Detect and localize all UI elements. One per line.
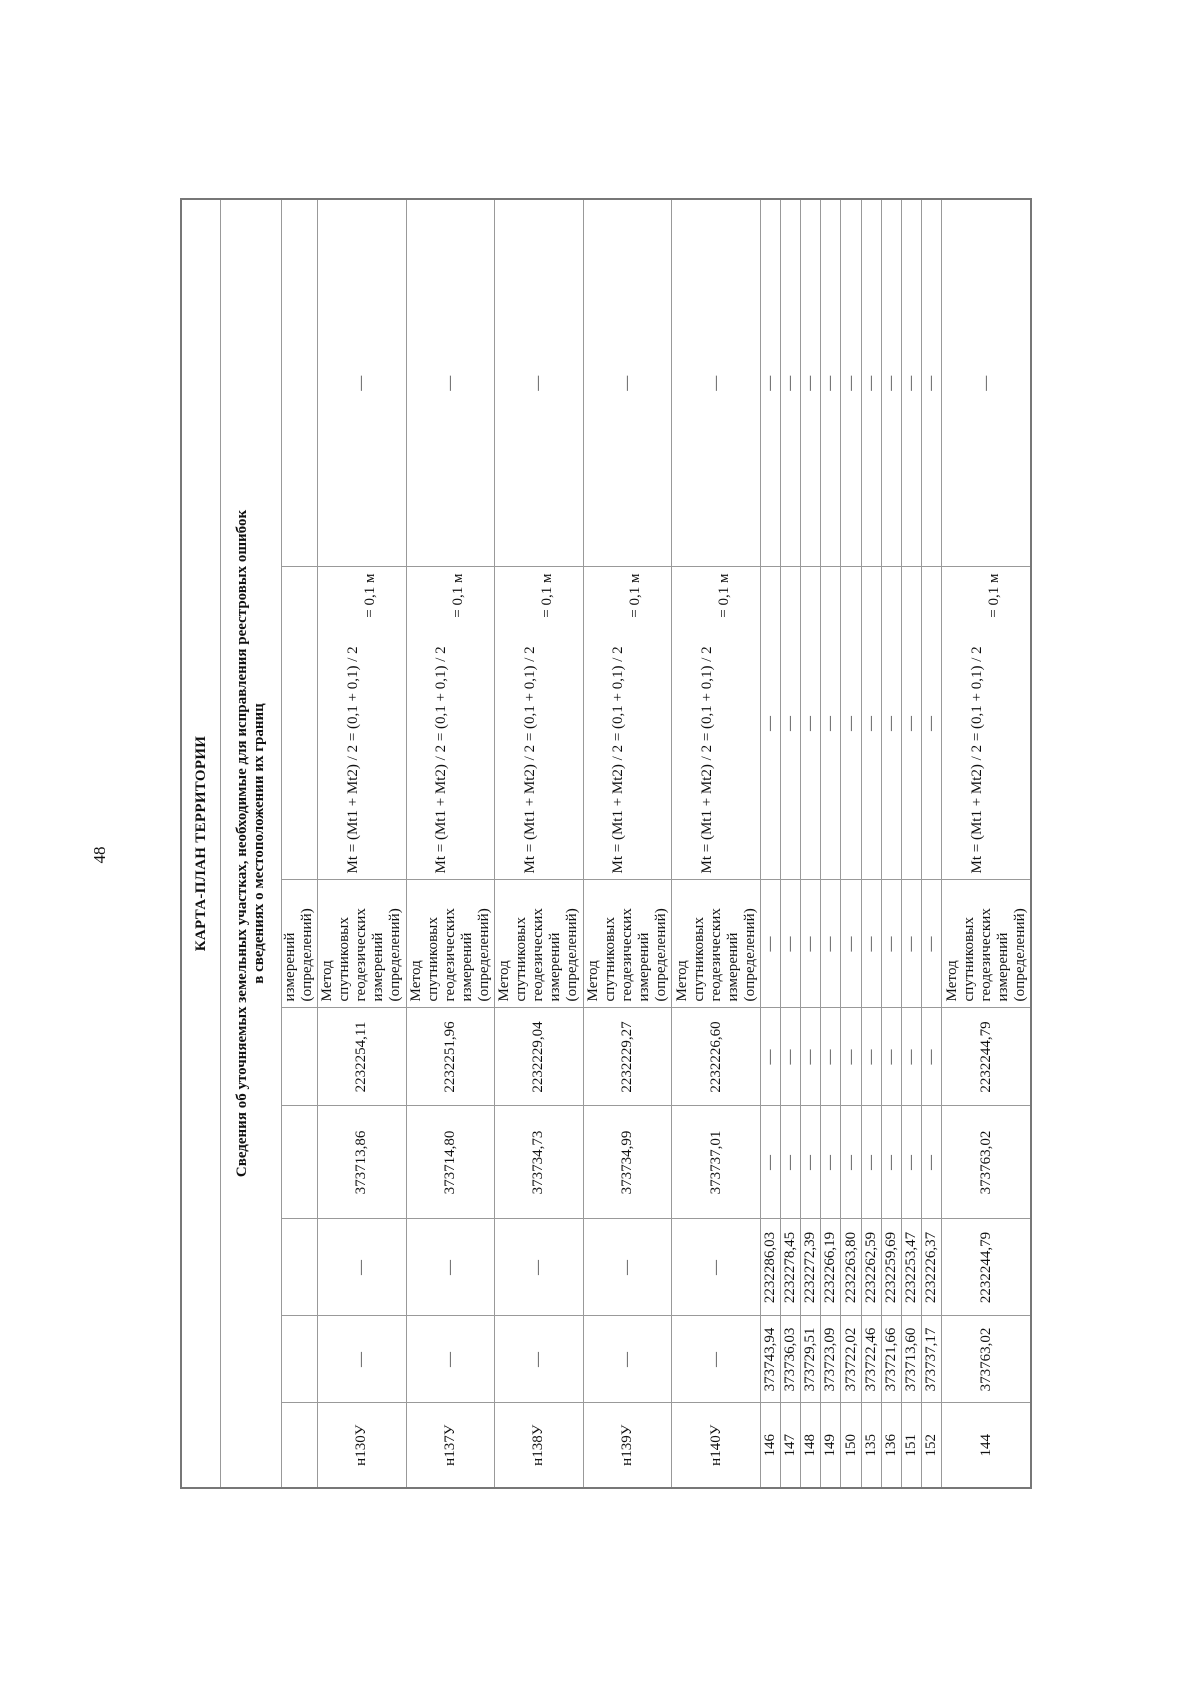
method-line: Метод спутниковых	[943, 916, 977, 1002]
method-cell: —	[841, 880, 861, 1008]
formula-main: Mt = (Mt1 + Mt2) / 2 = (0,1 + 0,1) / 2	[344, 646, 361, 874]
accuracy-formula-cell	[583, 567, 672, 880]
method-line: (определений)	[741, 908, 758, 1002]
x-old: —	[583, 1316, 672, 1403]
method-line: геодезических	[707, 908, 724, 1002]
x-old: 373737,17	[922, 1316, 942, 1403]
x-old: —	[317, 1316, 406, 1403]
x-old: 373743,94	[760, 1316, 780, 1403]
table-cell	[281, 1106, 317, 1219]
table-cell	[281, 567, 317, 880]
table-row	[902, 199, 922, 1488]
description: —	[942, 199, 1031, 567]
x-old: 373729,51	[801, 1316, 821, 1403]
x-new: —	[821, 1106, 841, 1219]
accuracy-formula-cell	[672, 567, 761, 880]
method-line: измерений	[370, 932, 387, 1002]
x-new: 373714,80	[406, 1106, 495, 1219]
description: —	[801, 199, 821, 567]
method-line: геодезических	[977, 908, 994, 1002]
formula-main: Mt = (Mt1 + Mt2) / 2 = (0,1 + 0,1) / 2	[610, 646, 627, 874]
table-cell	[281, 1403, 317, 1488]
formula-result: = 0,1 м	[538, 573, 555, 618]
y-new: —	[841, 1008, 861, 1106]
method-cell	[672, 880, 761, 1008]
table-row	[881, 199, 901, 1488]
y-new: —	[760, 1008, 780, 1106]
accuracy-formula-cell	[942, 567, 1031, 880]
formula-result: = 0,1 м	[627, 573, 644, 618]
x-new: —	[902, 1106, 922, 1219]
method-line: геодезических	[353, 908, 370, 1002]
point-number: 150	[841, 1403, 861, 1488]
description: —	[672, 199, 761, 567]
point-number: н130У	[317, 1403, 406, 1488]
method-line: Метод спутниковых	[496, 916, 530, 1002]
method-line: измерений	[994, 932, 1011, 1002]
x-new: —	[881, 1106, 901, 1219]
description: —	[821, 199, 841, 567]
y-old: 2232263,80	[841, 1219, 861, 1316]
table-row	[942, 199, 1031, 1488]
x-new: —	[841, 1106, 861, 1219]
x-new: —	[780, 1106, 800, 1219]
y-old: —	[583, 1219, 672, 1316]
x-old: —	[406, 1316, 495, 1403]
y-old: 2232286,03	[760, 1219, 780, 1316]
point-number: 147	[780, 1403, 800, 1488]
point-number: н138У	[495, 1403, 584, 1488]
method-line: измерений	[458, 932, 475, 1002]
description: —	[780, 199, 800, 567]
table-row	[495, 199, 584, 1488]
description: —	[583, 199, 672, 567]
y-old: 2232272,39	[801, 1219, 821, 1316]
accuracy-formula-cell: —	[881, 567, 901, 880]
table-cell	[281, 1219, 317, 1316]
method-line: измерений	[724, 932, 741, 1002]
boundary-points-existing	[760, 199, 942, 1488]
table-row	[861, 199, 881, 1488]
document-sheet	[180, 199, 1032, 1489]
y-new: —	[821, 1008, 841, 1106]
x-old: 373722,46	[861, 1316, 881, 1403]
y-old: 2232244,79	[942, 1219, 1031, 1316]
table-subtitle	[221, 199, 282, 1488]
method-line: (определений)	[387, 908, 404, 1002]
accuracy-formula-cell	[317, 567, 406, 880]
y-new: 2232251,96	[406, 1008, 495, 1106]
y-new: —	[922, 1008, 942, 1106]
boundary-point-final	[942, 199, 1031, 1488]
table-row	[780, 199, 800, 1488]
accuracy-formula-cell: —	[841, 567, 861, 880]
method-line: измерений	[547, 932, 564, 1002]
y-old: —	[672, 1219, 761, 1316]
x-old: 373722,02	[841, 1316, 861, 1403]
table-cell	[281, 199, 317, 567]
description: —	[317, 199, 406, 567]
x-new: 373737,01	[672, 1106, 761, 1219]
y-old: 2232253,47	[902, 1219, 922, 1316]
x-new: —	[801, 1106, 821, 1219]
formula-result: = 0,1 м	[450, 573, 467, 618]
method-cell-continued: измерений (определений)	[281, 880, 317, 1008]
x-old: 373763,02	[942, 1316, 1031, 1403]
formula-main: Mt = (Mt1 + Mt2) / 2 = (0,1 + 0,1) / 2	[521, 646, 538, 874]
x-new: 373713,86	[317, 1106, 406, 1219]
method-line: (определений)	[1011, 908, 1028, 1002]
document-title: КАРТА-ПЛАН ТЕРРИТОРИИ	[181, 199, 221, 1488]
point-number: 135	[861, 1403, 881, 1488]
method-cell	[406, 880, 495, 1008]
x-old: 373723,09	[821, 1316, 841, 1403]
method-line: геодезических	[530, 908, 547, 1002]
y-old: 2232259,69	[881, 1219, 901, 1316]
method-cell	[317, 880, 406, 1008]
x-old: 373713,60	[902, 1316, 922, 1403]
method-cell: —	[821, 880, 841, 1008]
y-old: 2232278,45	[780, 1219, 800, 1316]
y-new: —	[801, 1008, 821, 1106]
method-line: геодезических	[441, 908, 458, 1002]
error-correction-table	[180, 198, 1032, 1489]
point-number: 144	[942, 1403, 1031, 1488]
y-old: —	[317, 1219, 406, 1316]
method-line: Метод спутниковых	[584, 916, 618, 1002]
x-new: 373734,99	[583, 1106, 672, 1219]
point-number: 151	[902, 1403, 922, 1488]
x-new: —	[861, 1106, 881, 1219]
table-row	[583, 199, 672, 1488]
subtitle-line-2: в сведениях о местоположении их границ	[251, 703, 268, 984]
description: —	[922, 199, 942, 567]
boundary-points-new	[317, 199, 760, 1488]
x-new: —	[760, 1106, 780, 1219]
y-new: 2232244,79	[942, 1008, 1031, 1106]
table-row	[922, 199, 942, 1488]
accuracy-formula-cell	[406, 567, 495, 880]
method-line: (определений)	[475, 908, 492, 1002]
x-new: —	[922, 1106, 942, 1219]
table-row	[672, 199, 761, 1488]
y-new: 2232229,04	[495, 1008, 584, 1106]
table-row	[406, 199, 495, 1488]
x-new: 373763,02	[942, 1106, 1031, 1219]
formula-main: Mt = (Mt1 + Mt2) / 2 = (0,1 + 0,1) / 2	[433, 646, 450, 874]
method-line: Метод спутниковых	[319, 916, 353, 1002]
continued-row	[281, 199, 317, 1488]
description: —	[902, 199, 922, 567]
method-cell: —	[861, 880, 881, 1008]
point-number: н140У	[672, 1403, 761, 1488]
description: —	[881, 199, 901, 567]
method-cell	[942, 880, 1031, 1008]
description: —	[841, 199, 861, 567]
x-new: 373734,73	[495, 1106, 584, 1219]
accuracy-formula-cell: —	[801, 567, 821, 880]
method-line: измерений	[635, 932, 652, 1002]
y-old: 2232226,37	[922, 1219, 942, 1316]
y-old: —	[495, 1219, 584, 1316]
method-cell: —	[881, 880, 901, 1008]
x-old: 373736,03	[780, 1316, 800, 1403]
accuracy-formula-cell: —	[760, 567, 780, 880]
y-new: 2232226,60	[672, 1008, 761, 1106]
formula-result: = 0,1 м	[716, 573, 732, 618]
method-cell: —	[902, 880, 922, 1008]
y-new: —	[861, 1008, 881, 1106]
subtitle-line-1: Сведения об уточняемых земельных участках, необходимые для исправления реестровых ошибок	[234, 509, 251, 1178]
y-old: 2232262,59	[861, 1219, 881, 1316]
accuracy-formula-cell: —	[780, 567, 800, 880]
point-number: н137У	[406, 1403, 495, 1488]
y-new: 2232254,11	[317, 1008, 406, 1106]
table-row	[821, 199, 841, 1488]
x-old: —	[672, 1316, 761, 1403]
method-cell	[583, 880, 672, 1008]
y-old: —	[406, 1219, 495, 1316]
method-line: (определений)	[652, 908, 669, 1002]
description: —	[495, 199, 584, 567]
point-number: н139У	[583, 1403, 672, 1488]
point-number: 148	[801, 1403, 821, 1488]
method-cell: —	[801, 880, 821, 1008]
accuracy-formula-cell: —	[821, 567, 841, 880]
description: —	[760, 199, 780, 567]
description: —	[861, 199, 881, 567]
y-new: —	[902, 1008, 922, 1106]
table-row	[317, 199, 406, 1488]
accuracy-formula-cell: —	[902, 567, 922, 880]
method-line: Метод спутниковых	[673, 916, 707, 1002]
point-number: 136	[881, 1403, 901, 1488]
table-cell	[281, 1316, 317, 1403]
method-cell: —	[760, 880, 780, 1008]
y-new: —	[780, 1008, 800, 1106]
method-cell: —	[922, 880, 942, 1008]
formula-main: Mt = (Mt1 + Mt2) / 2 = (0,1 + 0,1) / 2	[699, 646, 715, 874]
description: —	[406, 199, 495, 567]
method-line: (определений)	[564, 908, 581, 1002]
formula-main: Mt = (Mt1 + Mt2) / 2 = (0,1 + 0,1) / 2	[969, 646, 986, 874]
y-new: 2232229,27	[583, 1008, 672, 1106]
table-row	[760, 199, 780, 1488]
method-line: геодезических	[618, 908, 635, 1002]
method-cell	[495, 880, 584, 1008]
point-number: 149	[821, 1403, 841, 1488]
table-cell	[281, 1008, 317, 1106]
formula-result: = 0,1 м	[986, 573, 1003, 618]
method-cell: —	[780, 880, 800, 1008]
accuracy-formula-cell	[495, 567, 584, 880]
x-old: 373721,66	[881, 1316, 901, 1403]
formula-result: = 0,1 м	[361, 573, 378, 618]
point-number: 152	[922, 1403, 942, 1488]
page-number: 48	[90, 846, 109, 864]
point-number: 146	[760, 1403, 780, 1488]
table-row	[841, 199, 861, 1488]
table-row	[801, 199, 821, 1488]
accuracy-formula-cell: —	[861, 567, 881, 880]
x-old: —	[495, 1316, 584, 1403]
y-new: —	[881, 1008, 901, 1106]
accuracy-formula-cell: —	[922, 567, 942, 880]
method-line: Метод спутниковых	[407, 916, 441, 1002]
y-old: 2232266,19	[821, 1219, 841, 1316]
